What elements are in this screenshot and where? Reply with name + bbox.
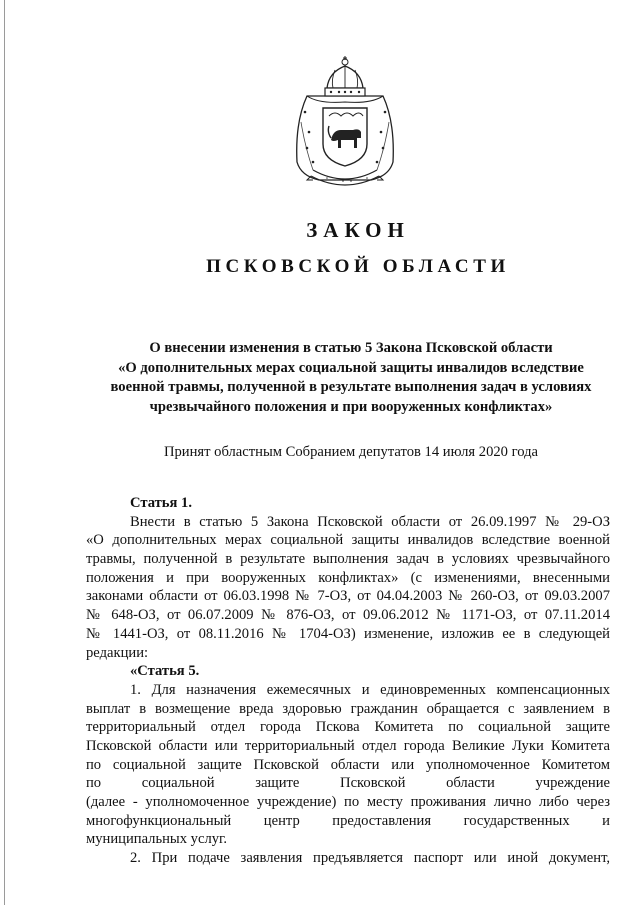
body-line: выплат в возмещение вреда здоровью гражданин обращается с заявлением в [86,700,610,717]
body-line: многофункциональный центр предоставления государственных и [86,812,610,829]
body-line: (далее - уполномоченное учреждение) по месту проживания лично либо через [86,794,610,810]
coat-of-arms-emblem [283,52,407,192]
body-line: Псковской области или территориальный отдел города Великие Луки Комитета [86,737,610,754]
body-line: законами области от 06.03.1998 № 7-ОЗ, от 04.04.2003 № 260-ОЗ, от 09.03.2007 [86,588,610,605]
law-heading-line: военной травмы, полученной в результате выполнения задач в условиях [110,379,592,395]
law-body [86,494,610,868]
issuing-region-title: ПСКОВСКОЙ ОБЛАСТИ [206,256,510,277]
body-line: № 648-ОЗ, от 06.07.2009 № 876-ОЗ, от 09.06.2012 № 1171-ОЗ, от 07.11.2014 [86,607,610,624]
pskov-coat-of-arms-icon [283,52,407,192]
article-1-title: Статья 1. [130,495,192,511]
law-heading-line: чрезвычайного положения и при вооруженных конфликтах» [149,398,553,415]
body-line: № 1441-ОЗ, от 08.11.2016 № 1704-ОЗ) изменение, изложив ее в следующей [86,625,610,642]
body-line: положения и при вооруженных конфликтах» (с изменениями, внесенными [86,569,610,586]
law-heading [86,339,616,417]
body-line: редакции: [86,644,149,661]
body-line: по социальной защите Псковской области или уполномоченное Комитетом [86,756,610,773]
body-line: травмы, полученной в результате выполнения задач в условиях чрезвычайного [86,551,610,568]
body-line: 2. При подаче заявления предъявляется паспорт или иной документ, [130,850,610,867]
document-type-title: ЗАКОН [306,218,410,242]
body-line: Внести в статью 5 Закона Псковской области от 26.09.1997 № 29-ОЗ [130,513,610,530]
scan-edge-line [4,0,5,905]
body-line: территориальный отдел города Пскова Комитета по социальной защите [86,719,610,736]
article-5-title: «Статья 5. [130,663,200,680]
adoption-note: Принят областным Собранием депутатов 14 июля 2020 года [163,444,539,460]
body-line: «О дополнительных мерах социальной защиты инвалидов вследствие военной [86,532,610,549]
law-heading-line: О внесении изменения в статью 5 Закона Псковской области [149,340,553,356]
body-line: 1. Для назначения ежемесячных и единовременных компенсационных [130,681,610,698]
body-line: по социальной защите Псковской области учреждение [86,775,610,792]
body-line: муниципальных услуг. [86,831,228,848]
law-heading-line: «О дополнительных мерах социальной защиты инвалидов вследствие [118,359,584,376]
